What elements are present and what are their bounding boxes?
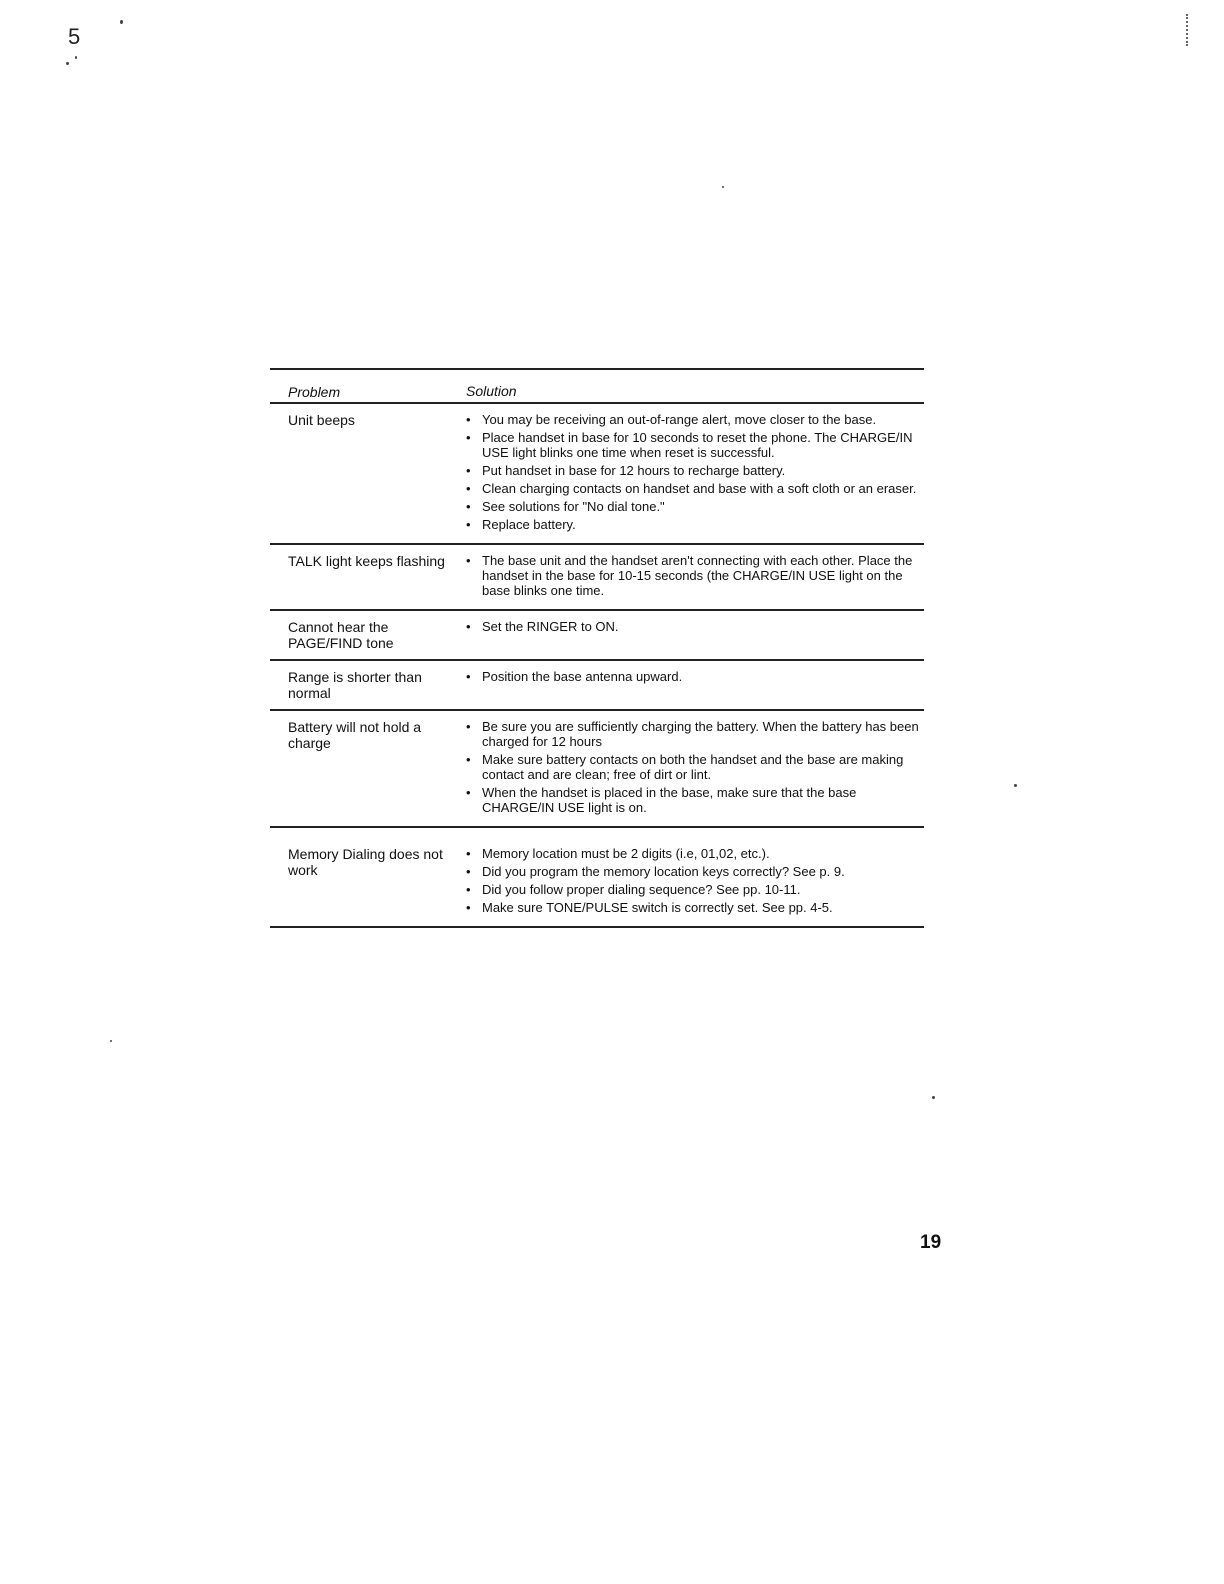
solution-cell bbox=[466, 846, 924, 918]
header-problem: Problem bbox=[288, 384, 341, 400]
solution-cell bbox=[466, 719, 924, 818]
header-solution: Solution bbox=[466, 383, 517, 399]
solution-list bbox=[466, 619, 924, 634]
solution-item: • Did you program the memory location keys correctly? See p. 9. bbox=[466, 864, 924, 879]
table-row bbox=[270, 545, 924, 611]
problem-cell: Unit beeps bbox=[288, 412, 355, 428]
solution-cell bbox=[466, 412, 924, 535]
problem-cell: TALK light keeps flashing bbox=[288, 553, 445, 569]
scan-speck bbox=[75, 56, 77, 59]
solution-item: • Be sure you are sufficiently charging the battery. When the battery has been charged for 12 hours bbox=[466, 719, 924, 749]
table-row bbox=[270, 404, 924, 545]
solution-item: • Place handset in base for 10 seconds to reset the phone. The CHARGE/IN USE light blinks one time when reset is successful. bbox=[466, 430, 924, 460]
problem-cell: Memory Dialing does not work bbox=[288, 846, 443, 878]
problem-cell: Cannot hear the PAGE/FIND tone bbox=[288, 619, 394, 651]
table-row bbox=[270, 711, 924, 828]
problem-cell: Battery will not hold a charge bbox=[288, 719, 422, 751]
solution-list bbox=[466, 553, 924, 598]
solution-item: • Replace battery. bbox=[466, 517, 924, 532]
table-row bbox=[270, 611, 924, 661]
solution-item: • Put handset in base for 12 hours to recharge battery. bbox=[466, 463, 924, 478]
solution-item: • See solutions for "No dial tone." bbox=[466, 499, 924, 514]
solution-item: • Set the RINGER to ON. bbox=[466, 619, 924, 634]
table-row bbox=[270, 828, 924, 928]
table-header bbox=[270, 370, 924, 404]
solution-item: • Memory location must be 2 digits (i.e, 01,02, etc.). bbox=[466, 846, 924, 861]
scan-speck bbox=[110, 1040, 112, 1042]
solution-list bbox=[466, 669, 924, 684]
solution-list bbox=[466, 846, 924, 915]
solution-item: • Position the base antenna upward. bbox=[466, 669, 924, 684]
solution-item: • Make sure battery contacts on both the handset and the base are making contact and are clean; free of dirt or lint. bbox=[466, 752, 924, 782]
scan-speck bbox=[66, 62, 69, 65]
scan-edge-mark bbox=[1186, 14, 1188, 46]
solution-list bbox=[466, 719, 924, 815]
solution-list bbox=[466, 412, 924, 532]
corner-page-mark: 5 bbox=[68, 24, 81, 49]
problem-cell: Range is shorter than normal bbox=[288, 669, 422, 701]
troubleshooting-table bbox=[270, 368, 924, 928]
solution-cell bbox=[466, 553, 924, 601]
solution-cell bbox=[466, 669, 924, 701]
solution-item: • The base unit and the handset aren't connecting with each other. Place the handset in the base for 10-15 seconds (the CHARGE/IN USE light on the base blinks one time. bbox=[466, 553, 924, 598]
table-row bbox=[270, 661, 924, 711]
page-number: 19 bbox=[920, 1232, 942, 1253]
solution-item: • You may be receiving an out-of-range alert, move closer to the base. bbox=[466, 412, 924, 427]
solution-cell bbox=[466, 619, 924, 651]
scan-speck bbox=[120, 20, 123, 24]
scan-speck bbox=[1014, 784, 1017, 787]
scan-speck bbox=[932, 1096, 935, 1099]
solution-item: • Make sure TONE/PULSE switch is correctly set. See pp. 4-5. bbox=[466, 900, 924, 915]
solution-item: • Clean charging contacts on handset and base with a soft cloth or an eraser. bbox=[466, 481, 924, 496]
scan-speck bbox=[722, 186, 724, 188]
solution-item: • When the handset is placed in the base, make sure that the base CHARGE/IN USE light is on. bbox=[466, 785, 924, 815]
solution-item: • Did you follow proper dialing sequence? See pp. 10-11. bbox=[466, 882, 924, 897]
